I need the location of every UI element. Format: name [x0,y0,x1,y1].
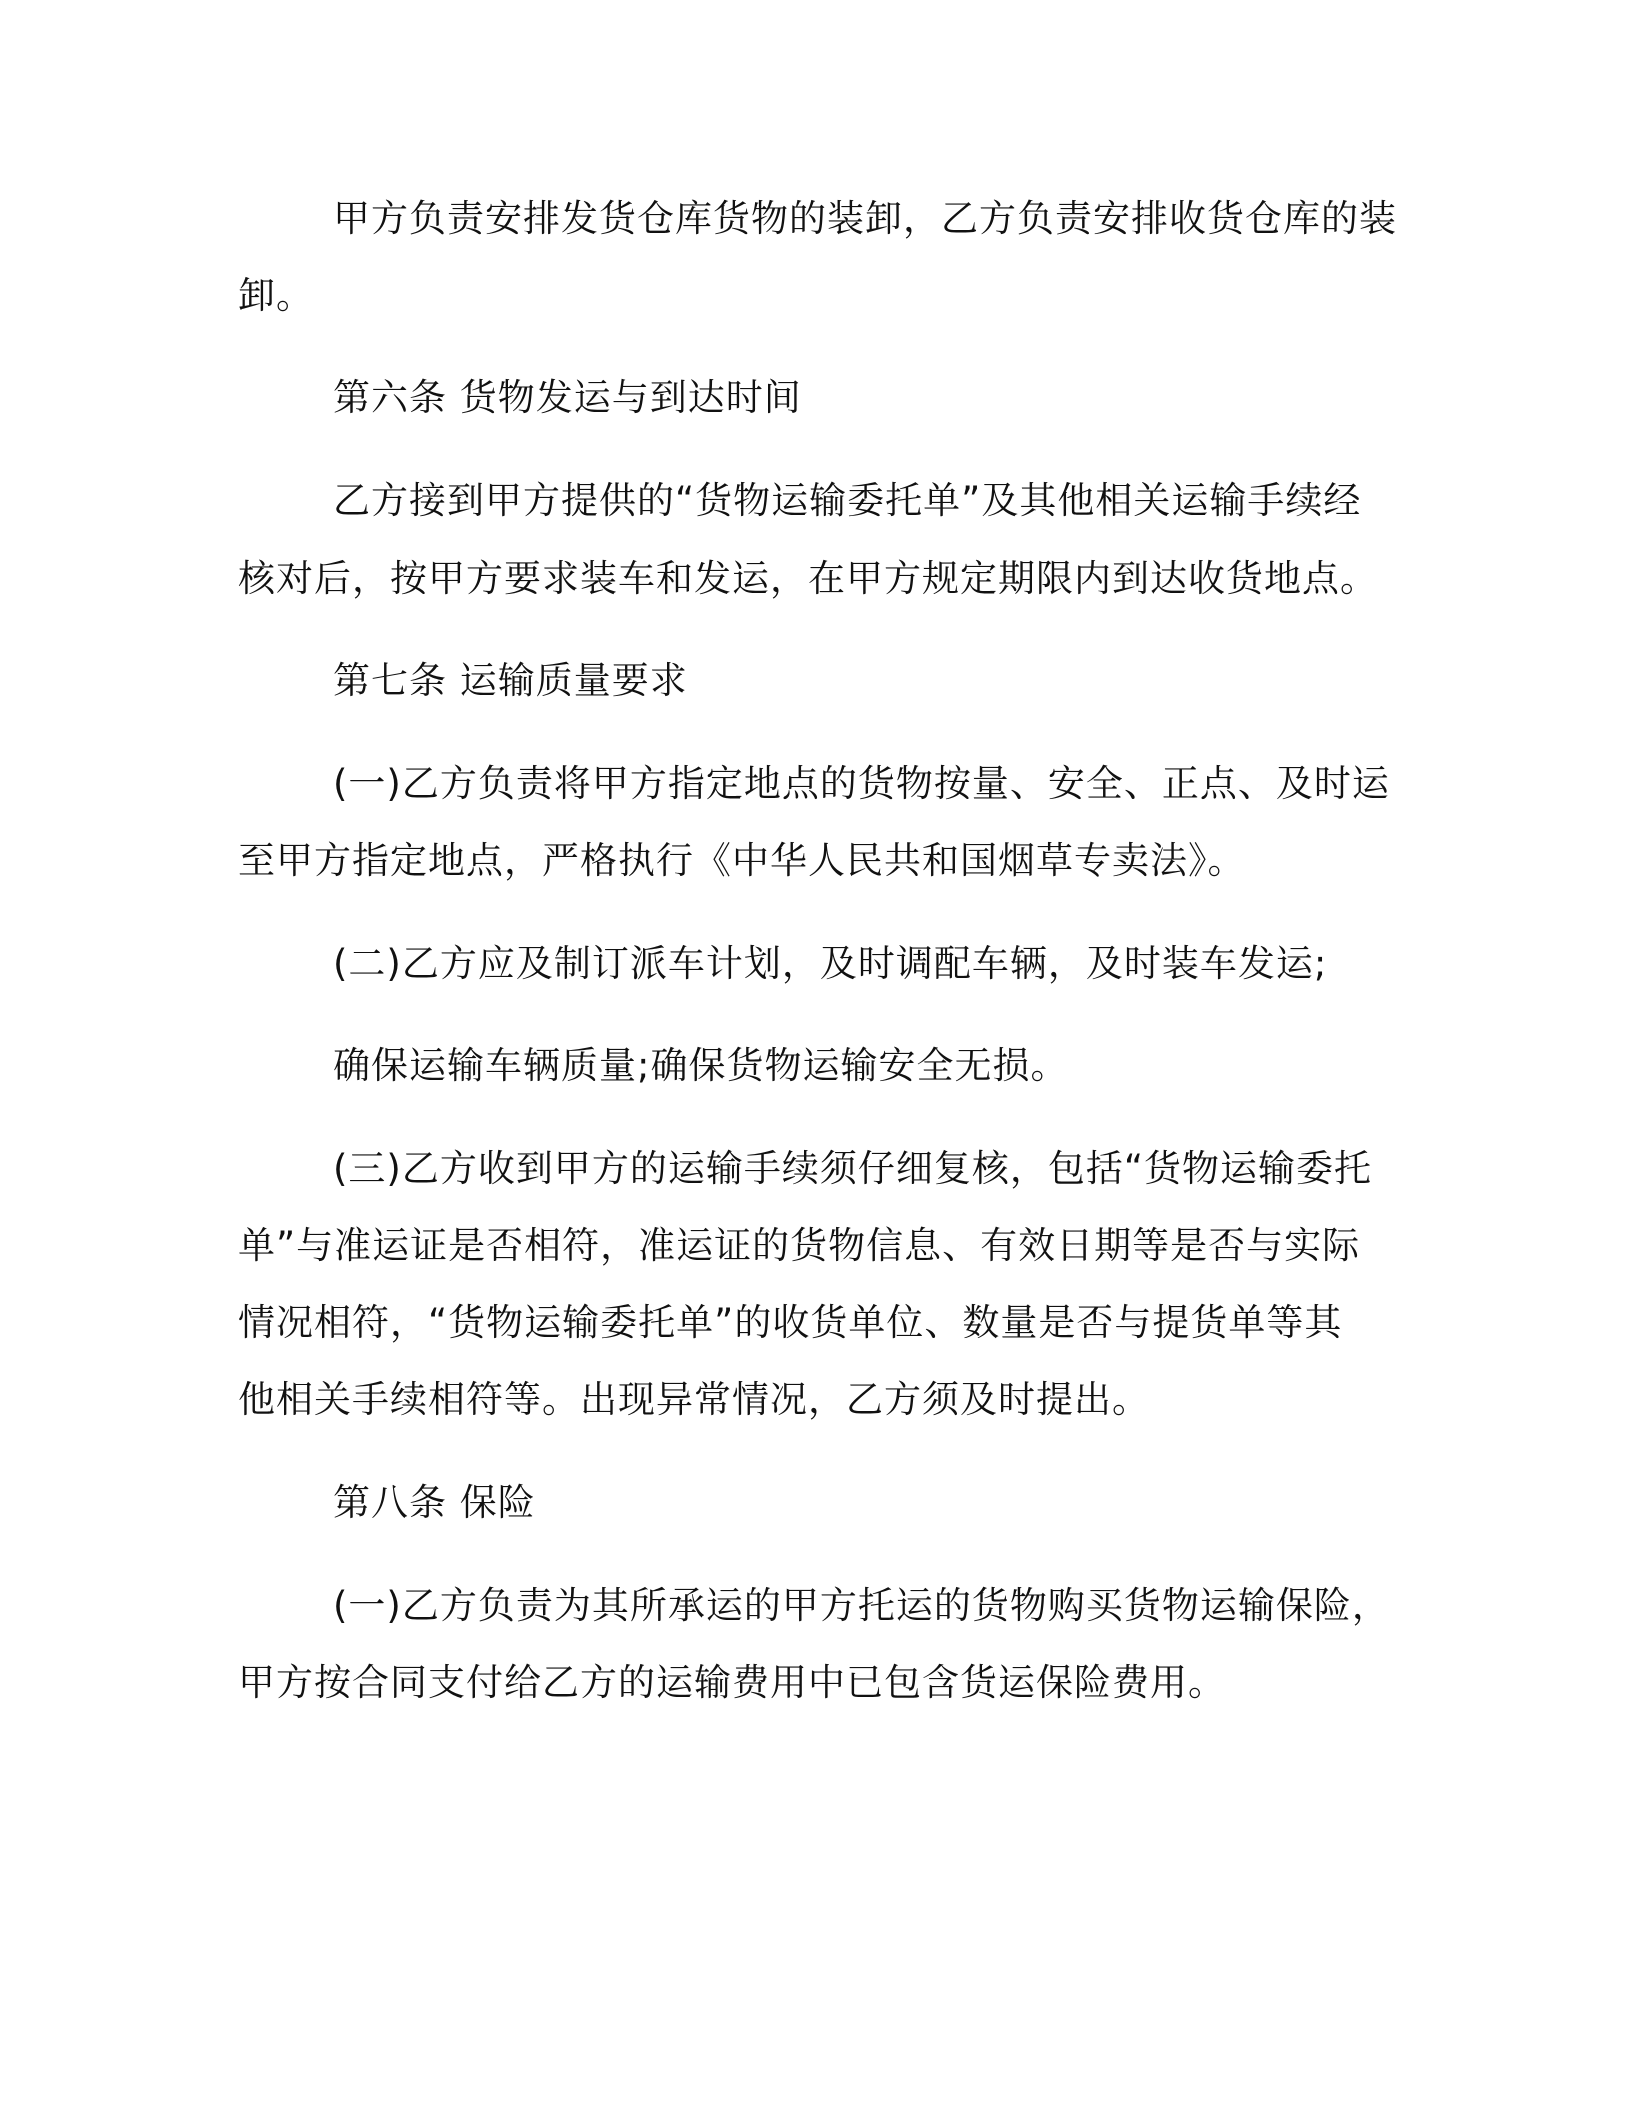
paragraph-line: 他相关手续相符等。出现异常情况，乙方须及时提出。 [238,1378,1150,1421]
section-heading: 第六条 货物发运与到达时间 [333,376,802,419]
paragraph-line: (二)乙方应及制订派车计划，及时调配车辆，及时装车发运; [333,942,1328,985]
paragraph-line: 乙方接到甲方提供的“货物运输委托单”及其他相关运输手续经 [333,479,1362,522]
paragraph-line: (一)乙方负责为其所承运的甲方托运的货物购买货物运输保险， [333,1584,1390,1627]
paragraph-line: 至甲方指定地点，严格执行《中华人民共和国烟草专卖法》。 [238,839,1246,882]
paragraph-line: 确保运输车辆质量;确保货物运输安全无损。 [333,1044,1069,1087]
paragraph-line: 核对后，按甲方要求装车和发运，在甲方规定期限内到达收货地点。 [238,557,1378,600]
paragraph-line: 单”与准运证是否相符，准运证的货物信息、有效日期等是否与实际 [238,1224,1361,1267]
paragraph-line: 甲方按合同支付给乙方的运输费用中已包含货运保险费用。 [238,1661,1226,1704]
paragraph-line: 情况相符，“货物运输委托单”的收货单位、数量是否与提货单等其 [238,1301,1343,1344]
paragraph-line: 甲方负责安排发货仓库货物的装卸，乙方负责安排收货仓库的装 [333,197,1397,240]
section-heading: 第七条 运输质量要求 [333,659,688,702]
paragraph-line: (三)乙方收到甲方的运输手续须仔细复核，包括“货物运输委托 [333,1147,1373,1190]
section-heading: 第八条 保险 [333,1481,536,1524]
paragraph-line: (一)乙方负责将甲方指定地点的货物按量、安全、正点、及时运 [333,762,1390,805]
paragraph-line: 卸。 [238,274,314,317]
